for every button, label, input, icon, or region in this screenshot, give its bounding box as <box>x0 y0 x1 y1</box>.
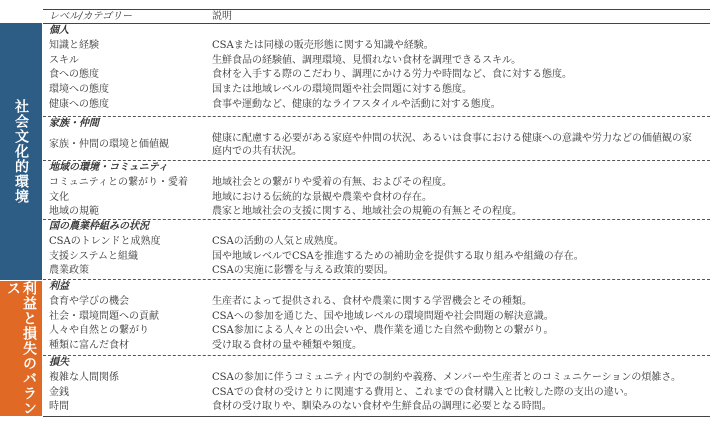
table-row: 複雑な人間関係 CSAの参加に伴うコミュニティ内での制約や義務、メンバーや生産者とのコミュニケーションの煩雑さ。 <box>49 371 682 383</box>
sidebar-balance <box>0 281 42 416</box>
group-family <box>43 117 710 161</box>
table-row: 支援システムと組織 国や地域レベルでCSAを推進するための補助金を提供する取り組みや組織の存在。 <box>49 250 584 262</box>
table-row: 金銭 CSAでの食材の受けとりに関連する費用と、これまでの食材購入と比較した際の支出の違い。 <box>49 386 634 398</box>
group-heading: 地域の環境・コミュニティ <box>49 162 168 173</box>
table-row: 種類に富んだ食材 受け取る食材の量や種類や頻度。 <box>49 340 362 352</box>
header-description: 説明 <box>212 11 232 22</box>
table-header <box>49 10 710 23</box>
sidebar-sociocultural-label: 社会文化的環境 <box>13 99 29 204</box>
group-community <box>43 161 710 220</box>
table-row: 知識と経験 CSAまたは同様の販売形態に関する知識や経験。 <box>49 39 434 51</box>
group-benefits <box>43 280 710 356</box>
header-category: レベル/カテゴリー <box>49 11 132 22</box>
group-national <box>43 220 710 280</box>
table-row: コミュニティとの繋がり・愛着 地域社会との繋がりや愛着の有無、およびその程度。 <box>49 176 452 188</box>
group-individual <box>43 24 710 117</box>
table-row: 時間 食材の受け取りや、馴染みのない食材や生鮮食品の調理に必要となる時間。 <box>49 401 552 413</box>
table-bottom-rule <box>43 416 710 417</box>
group-heading: 国の農業枠組みの状況 <box>49 221 149 232</box>
table-row: 食への態度 食材を入手する際のこだわり、調理にかける労力や時間など、食に対する態度。 <box>49 69 572 81</box>
table-row: 人々や自然との繋がり CSA参加による人々との出会いや、農作業を通じた自然や動物との繋がり。 <box>49 325 554 337</box>
group-heading: 利益 <box>49 281 69 292</box>
table-row: 社会・環境問題への貢献 CSAへの参加を通じた、国や地域レベルの環境問題や社会問題の解決意識。 <box>49 310 554 322</box>
table-row: 健康への態度 食事や運動など、健康的なライフスタイルや活動に対する態度。 <box>49 98 501 110</box>
group-losses <box>43 356 710 416</box>
sidebar-balance-label: 利益と損失のバランス <box>5 281 37 416</box>
group-heading: 個人 <box>49 25 69 36</box>
group-heading: 損失 <box>49 357 69 368</box>
table-row: 食育や学びの機会 生産者によって提供される、食材や農業に関する学習機会とその種類。 <box>49 295 532 307</box>
table-row: 地域の規範 農家と地域社会の支援に関する、地域社会の規範の有無とその程度。 <box>49 206 522 218</box>
table-row: CSAのトレンドと成熟度 CSAの活動の人気と成熟度。 <box>49 235 344 247</box>
table-row: 環境への態度 国または地域レベルの環境問題や社会問題に対する態度。 <box>49 84 472 96</box>
table-row: 農業政策 CSAの実施に影響を与える政策的要因。 <box>49 265 394 277</box>
sidebar-sociocultural <box>0 23 42 280</box>
table-row: 家族・仲間の環境と価値観 健康に配慮する必要がある家庭や仲間の状況、あるいは食事における健康への意識や労力などの価値観の家庭内での共有状況。 <box>49 133 692 157</box>
group-heading: 家族・仲間 <box>49 118 99 129</box>
table-row: 文化 地域における伝統的な景観や農業や食材の存在。 <box>49 191 432 203</box>
table-row: スキル 生鮮食品の経験値、調理環境、見慣れない食材を調理できるスキル。 <box>49 54 522 66</box>
